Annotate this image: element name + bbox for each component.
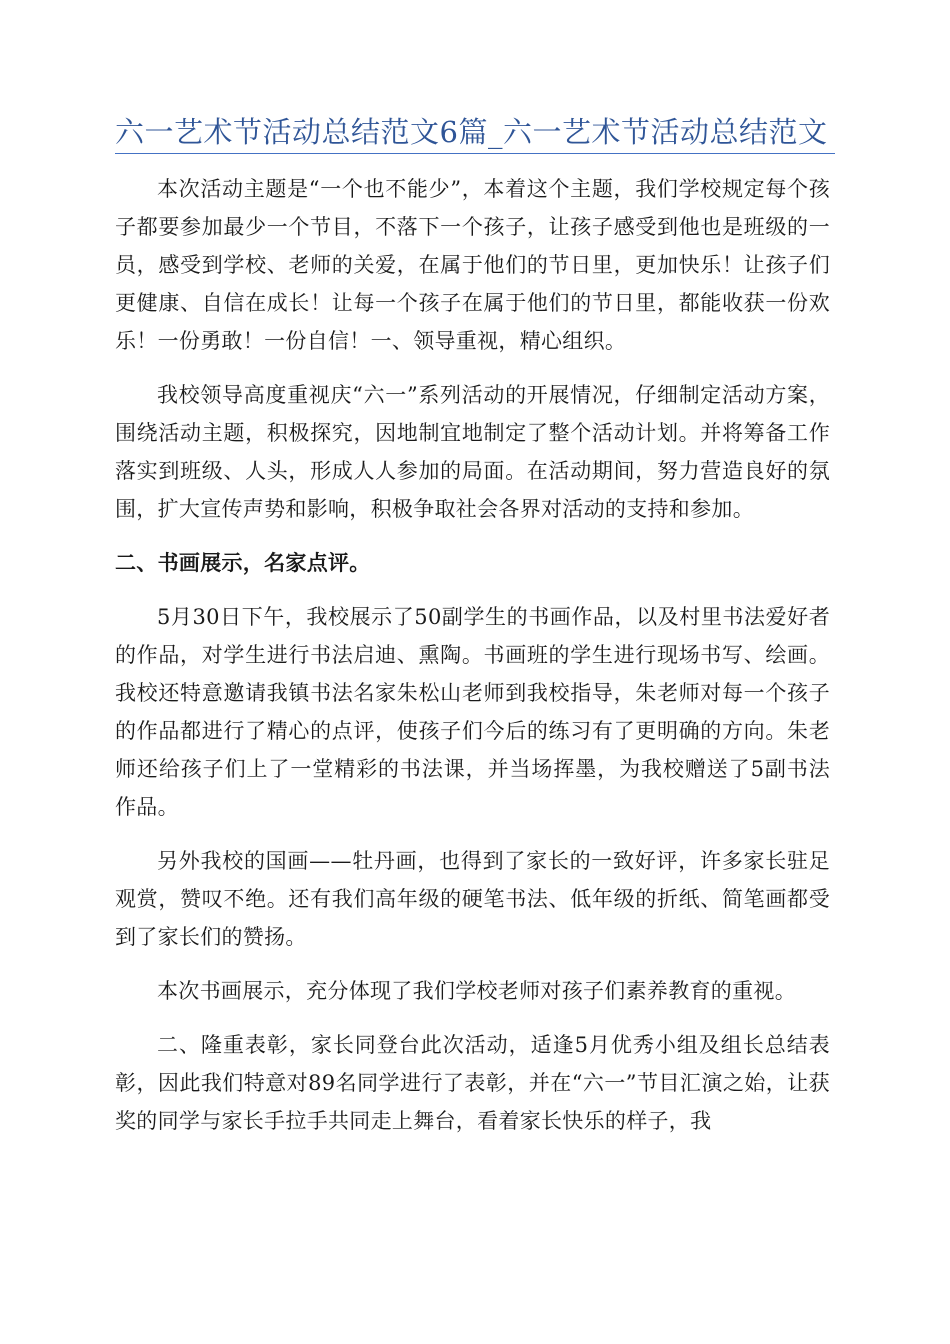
paragraph-peony-painting: 另外我校的国画——牡丹画，也得到了家长的一致好评，许多家长驻足观赏，赞叹不绝。还有我们高年级的硬笔书法、低年级的折纸、简笔画都受到了家长们的赞扬。 xyxy=(115,849,830,949)
title-underline xyxy=(115,153,835,154)
document-body xyxy=(115,170,830,1156)
section-heading-calligraphy: 二、书画展示，名家点评。 xyxy=(115,551,371,575)
paragraph-exhibition: 5月30日下午，我校展示了50副学生的书画作品，以及村里书法爱好者的作品，对学生进行书法启迪、熏陶。书画班的学生进行现场书写、绘画。我校还特意邀请我镇书法名家朱松山老师到我校指导，朱老师对每一个孩子的作品都进行了精心的点评，使孩子们今后的练习有了更明确的方向。朱老师还给孩子们上了一堂精彩的书法课，并当场挥墨，为我校赠送了5副书法作品。 xyxy=(115,605,830,819)
paragraph-commendation: 二、隆重表彰，家长同登台此次活动，适逢5月优秀小组及组长总结表彰，因此我们特意对89名同学进行了表彰，并在“六一”节目汇演之始，让获奖的同学与家长手拉手共同走上舞台，看着家长快乐的样子，我 xyxy=(115,1033,830,1133)
paragraph-summary: 本次书画展示，充分体现了我们学校老师对孩子们素养教育的重视。 xyxy=(157,979,796,1003)
paragraph-theme: 本次活动主题是“一个也不能少”，本着这个主题，我们学校规定每个孩子都要参加最少一个节目，不落下一个孩子，让孩子感受到他也是班级的一员，感受到学校、老师的关爱，在属于他们的节日里，更加快乐！让孩子们更健康、自信在成长！让每一个孩子在属于他们的节日里，都能收获一份欢乐！一份勇敢！一份自信！一、领导重视，精心组织。 xyxy=(115,177,830,353)
document-title: 六一艺术节活动总结范文6篇_六一艺术节活动总结范文 xyxy=(115,115,828,149)
paragraph-leadership: 我校领导高度重视庆“六一”系列活动的开展情况，仔细制定活动方案，围绕活动主题，积极探究，因地制宜地制定了整个活动计划。并将筹备工作落实到班级、人头，形成人人参加的局面。在活动期间，努力营造良好的氛围，扩大宣传声势和影响，积极争取社会各界对活动的支持和参加。 xyxy=(115,383,830,521)
